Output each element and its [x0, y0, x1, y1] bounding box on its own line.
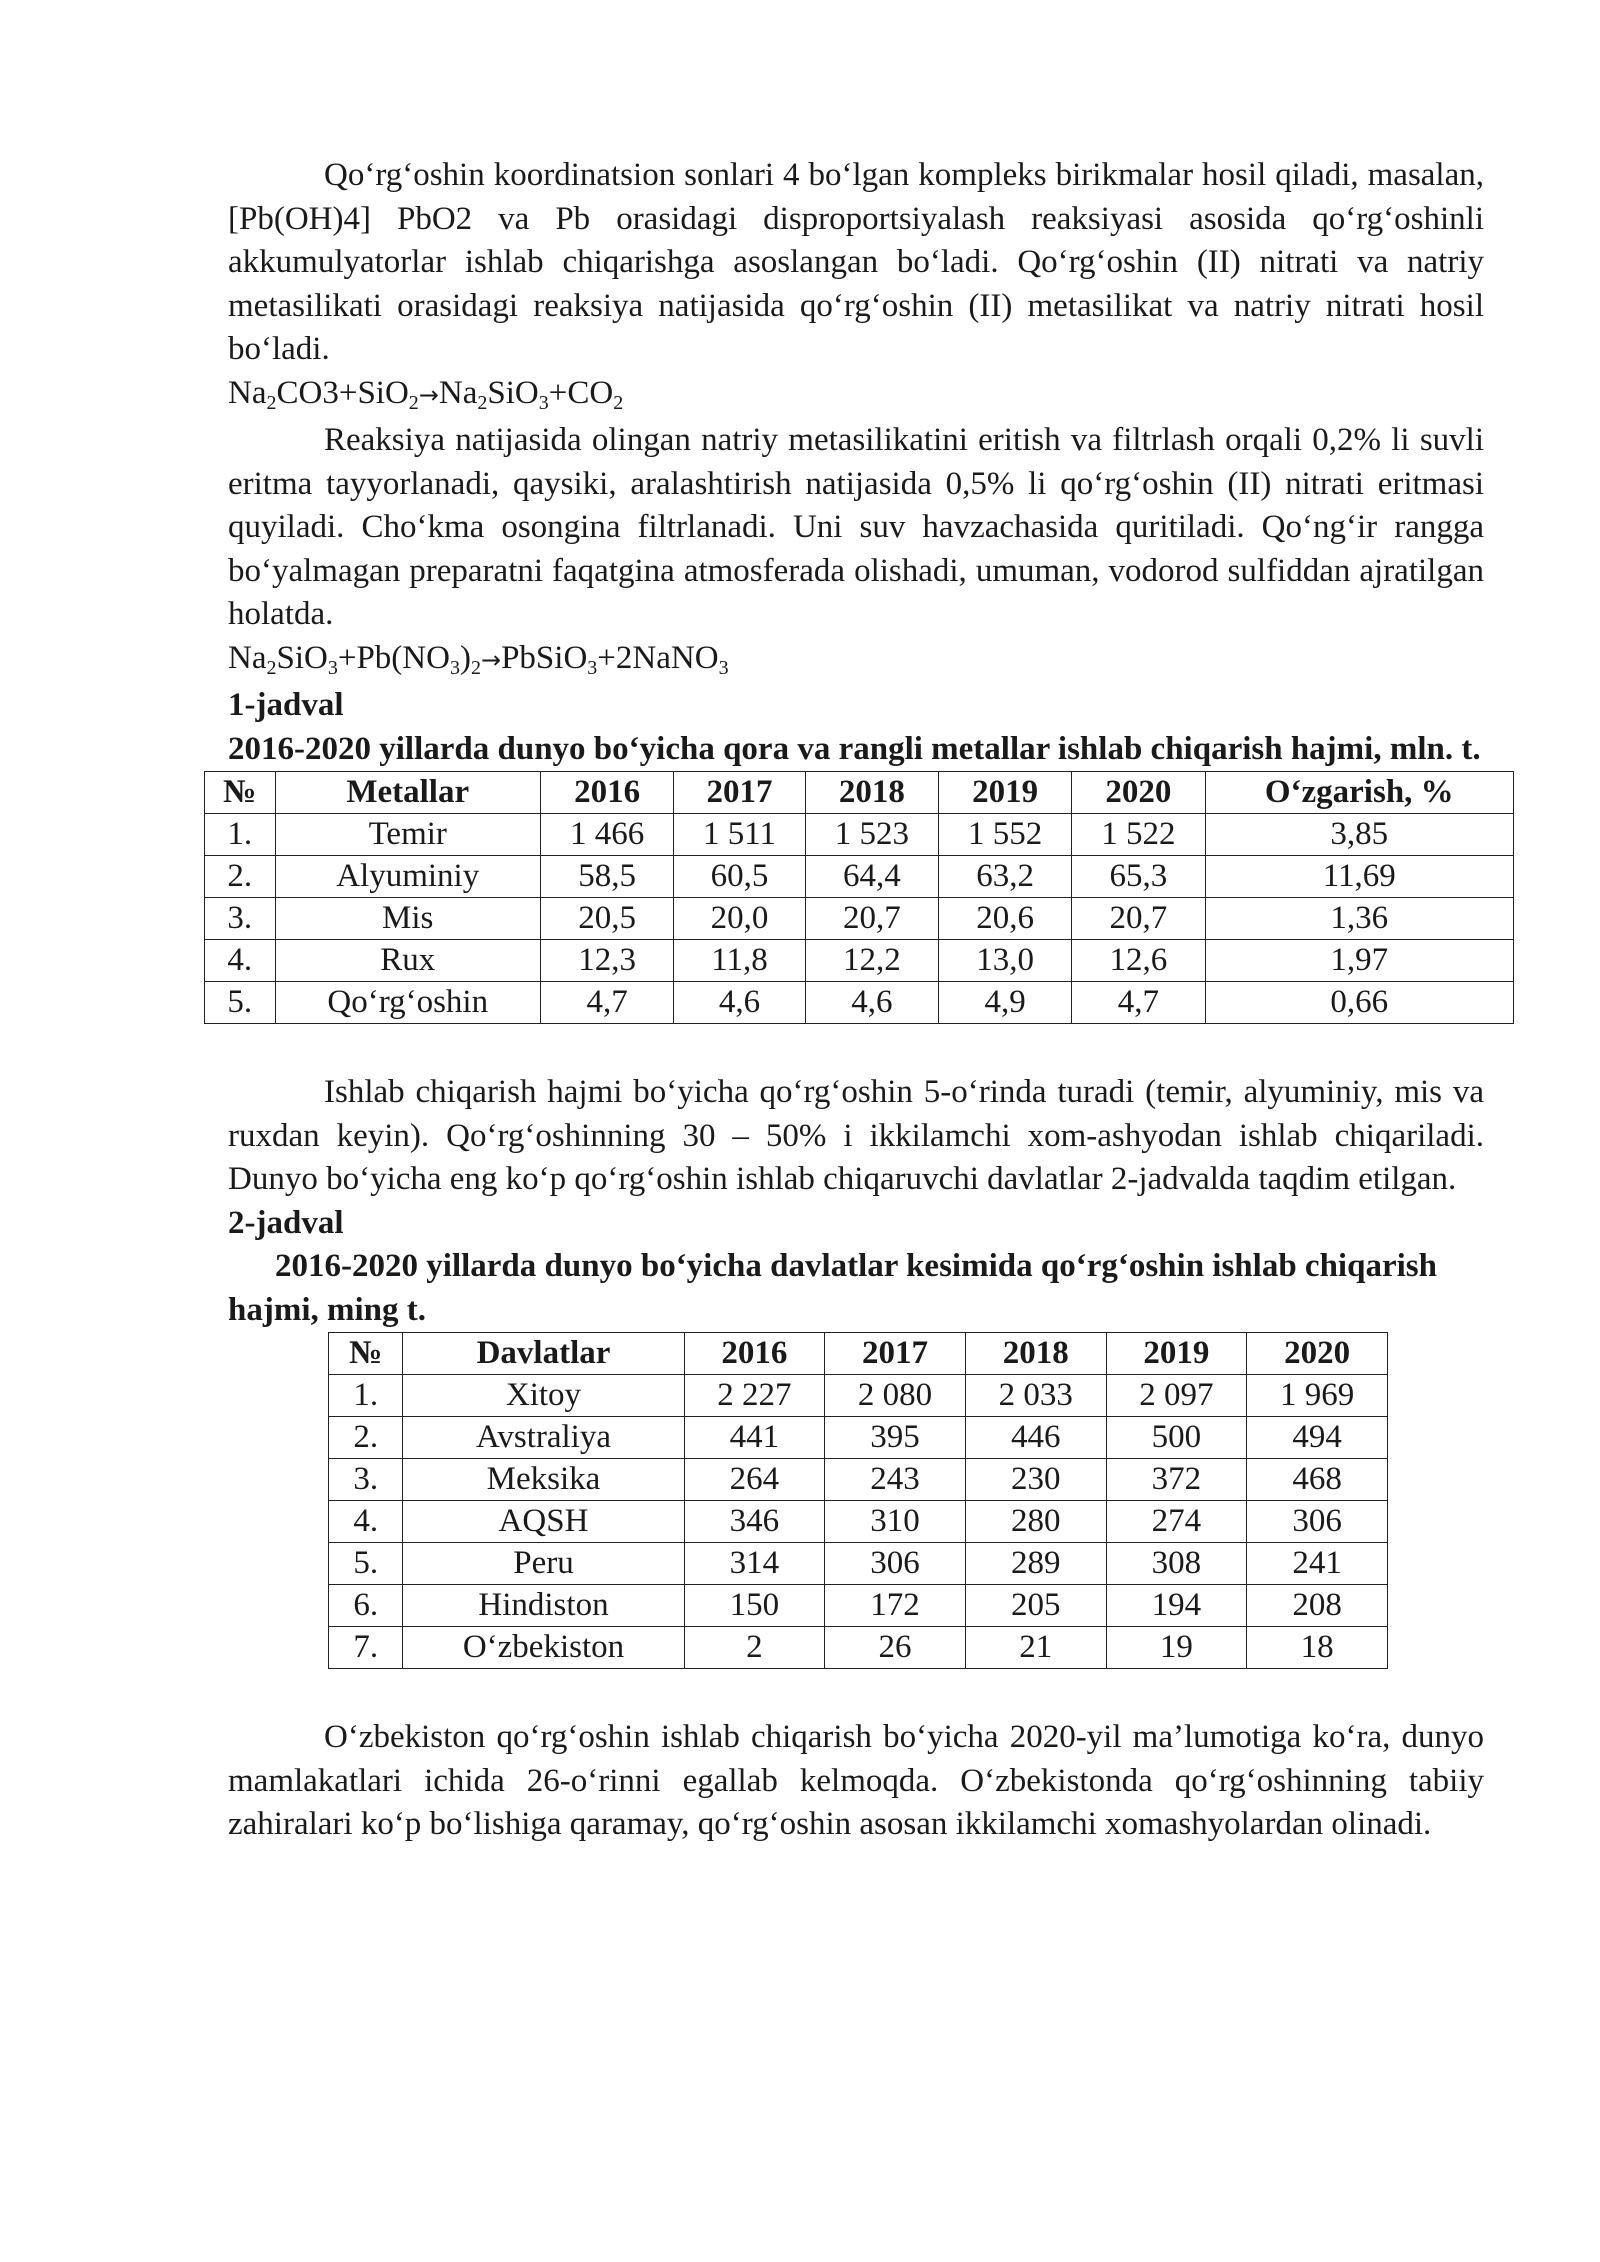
- column-header: 2016: [684, 1333, 825, 1375]
- table-cell: 0,66: [1205, 982, 1513, 1024]
- table-cell: 205: [965, 1585, 1106, 1627]
- table-cell: 1 552: [938, 814, 1071, 856]
- formula-2: [228, 637, 1484, 685]
- table-header-row: [205, 772, 1514, 814]
- column-header: 2019: [938, 772, 1071, 814]
- table-cell: 1,97: [1205, 940, 1513, 982]
- formula-text: SiO: [276, 639, 328, 676]
- table-cell: 208: [1247, 1585, 1388, 1627]
- table-cell: Xitoy: [403, 1375, 684, 1417]
- table-cell: 346: [684, 1501, 825, 1543]
- table-row: [329, 1375, 1388, 1417]
- table-cell: 18: [1247, 1627, 1388, 1669]
- table-cell: Meksika: [403, 1459, 684, 1501]
- formula-subscript: 3: [327, 656, 338, 679]
- table-cell: 1 969: [1247, 1375, 1388, 1417]
- table-row: [205, 940, 1514, 982]
- formula-text: SiO: [487, 374, 539, 411]
- table-cell: 446: [965, 1417, 1106, 1459]
- table-cell: 11,69: [1205, 856, 1513, 898]
- table-cell: 5.: [205, 982, 276, 1024]
- table-2-title: 2016-2020 yillarda dunyo bo‘yicha davlatlar kesimida qo‘rg‘oshin ishlab chiqarish hajmi, ming t.: [228, 1248, 1437, 1328]
- table-cell: 1.: [205, 814, 276, 856]
- formula-subscript: 2: [266, 656, 277, 679]
- table-cell: 6.: [329, 1585, 403, 1627]
- table-cell: 194: [1106, 1585, 1247, 1627]
- page-content: [223, 154, 1484, 1847]
- formula-text: +2NaNO: [597, 639, 719, 676]
- column-header: O‘zgarish, %: [1205, 772, 1513, 814]
- table-cell: 3.: [329, 1459, 403, 1501]
- column-header: 2020: [1247, 1333, 1388, 1375]
- table-cell: 20,7: [1072, 898, 1205, 940]
- table-row: [329, 1417, 1388, 1459]
- table-cell: 21: [965, 1627, 1106, 1669]
- paragraph-3: Ishlab chiqarish hajmi bo‘yicha qo‘rg‘oshin 5-o‘rinda turadi (temir, alyuminiy, mis va ruxdan keyin). Qo‘rg‘oshinning 30 – 50% i ikkilamchi xom-ashyodan ishlab chiqariladi. Dunyo bo‘yicha eng ko‘p qo‘rg‘oshin ishlab chiqaruvchi davlatlar 2-jadvalda taqdim etilgan.: [228, 1074, 1484, 1197]
- table-cell: 20,6: [938, 898, 1071, 940]
- table-cell: 65,3: [1072, 856, 1205, 898]
- table-cell: 468: [1247, 1459, 1388, 1501]
- metals-production-table: [204, 771, 1514, 1024]
- formula-subscript: 3: [538, 391, 549, 414]
- table-cell: 63,2: [938, 856, 1071, 898]
- column-header: 2018: [965, 1333, 1106, 1375]
- formula-text: Na: [438, 374, 478, 411]
- table-cell: 310: [825, 1501, 966, 1543]
- table-cell: 20,7: [805, 898, 938, 940]
- table-cell: Alyuminiy: [275, 856, 540, 898]
- table-cell: 441: [684, 1417, 825, 1459]
- table-cell: 150: [684, 1585, 825, 1627]
- table-cell: 4,9: [938, 982, 1071, 1024]
- table-cell: 2: [684, 1627, 825, 1669]
- table-header-row: [329, 1333, 1388, 1375]
- table-cell: 4,7: [1072, 982, 1205, 1024]
- formula-text: CO3+SiO: [276, 374, 409, 411]
- table-cell: 60,5: [674, 856, 805, 898]
- formula-subscript: 3: [449, 656, 460, 679]
- column-header: 2017: [674, 772, 805, 814]
- formula-subscript: 2: [477, 391, 488, 414]
- table-cell: 12,6: [1072, 940, 1205, 982]
- table-1-label: 1-jadval: [228, 687, 344, 723]
- table-cell: 7.: [329, 1627, 403, 1669]
- table-cell: 1 523: [805, 814, 938, 856]
- table-cell: 20,5: [540, 898, 673, 940]
- table-cell: 1.: [329, 1375, 403, 1417]
- table-cell: Mis: [275, 898, 540, 940]
- table-row: [329, 1459, 1388, 1501]
- formula-subscript: 2: [266, 391, 277, 414]
- table-cell: 172: [825, 1585, 966, 1627]
- table-cell: 2.: [329, 1417, 403, 1459]
- table-cell: 1 466: [540, 814, 673, 856]
- formula-1: [228, 372, 1484, 420]
- table-cell: O‘zbekiston: [403, 1627, 684, 1669]
- table-cell: 12,3: [540, 940, 673, 982]
- column-header: 2017: [825, 1333, 966, 1375]
- table-cell: Rux: [275, 940, 540, 982]
- formula-subscript: 2: [613, 391, 624, 414]
- table-row: [205, 814, 1514, 856]
- formula-subscript: 2: [470, 656, 481, 679]
- table-cell: Peru: [403, 1543, 684, 1585]
- paragraph-4: O‘zbekiston qo‘rg‘oshin ishlab chiqarish bo‘yicha 2020-yil ma’lumotiga ko‘ra, dunyo mamlakatlari ichida 26-o‘rinni egallab kelmoqda. O‘zbekistonda qo‘rg‘oshinning tabiiy zahiralari ko‘p bo‘lishiga qaramay, qo‘rg‘oshin asosan ikkilamchi xomashyolardan olinadi.: [228, 1719, 1484, 1842]
- column-header: 2020: [1072, 772, 1205, 814]
- column-header: 2016: [540, 772, 673, 814]
- table-cell: Hindiston: [403, 1585, 684, 1627]
- table-cell: 4,7: [540, 982, 673, 1024]
- table-cell: 306: [825, 1543, 966, 1585]
- table-row: [329, 1627, 1388, 1669]
- table-row: [329, 1501, 1388, 1543]
- table-cell: Temir: [275, 814, 540, 856]
- table-row: [205, 856, 1514, 898]
- table-1-title: 2016-2020 yillarda dunyo bo‘yicha qora va rangli metallar ishlab chiqarish hajmi, mln. t.: [228, 730, 1481, 767]
- formula-subscript: 2: [408, 391, 419, 414]
- table-cell: 1 511: [674, 814, 805, 856]
- table-cell: 4.: [205, 940, 276, 982]
- formula-subscript: 3: [587, 656, 598, 679]
- table-row: [329, 1543, 1388, 1585]
- table-cell: 308: [1106, 1543, 1247, 1585]
- column-header: №: [329, 1333, 403, 1375]
- formula-text: +Pb(NO: [337, 639, 450, 676]
- table-cell: 20,0: [674, 898, 805, 940]
- table-cell: 64,4: [805, 856, 938, 898]
- formula-subscript: 3: [718, 656, 729, 679]
- column-header: 2019: [1106, 1333, 1247, 1375]
- table-2-label: 2-jadval: [228, 1204, 344, 1241]
- column-header: 2018: [805, 772, 938, 814]
- column-header: Davlatlar: [403, 1333, 684, 1375]
- table-cell: 2.: [205, 856, 276, 898]
- table-cell: 1,36: [1205, 898, 1513, 940]
- table-cell: 11,8: [674, 940, 805, 982]
- table-cell: 289: [965, 1543, 1106, 1585]
- paragraph-1: Qo‘rg‘oshin koordinatsion sonlari 4 bo‘lgan kompleks birikmalar hosil qiladi, masalan, [Pb(OH)4] PbO2 va Pb orasidagi disproportsiyalash reaksiyasi asosida qo‘rg‘oshinli akkumulyatorlar ishlab chiqarishga asoslangan bo‘ladi. Qo‘rg‘oshin (II) nitrati va natriy metasilikati orasidagi reaksiya natijasida qo‘rg‘oshin (II) metasilikat va natriy nitrati hosil bo‘ladi.: [228, 157, 1484, 367]
- reaction-arrow: →: [480, 645, 502, 674]
- table-cell: 12,2: [805, 940, 938, 982]
- table-cell: AQSH: [403, 1501, 684, 1543]
- table-cell: 2 097: [1106, 1375, 1247, 1417]
- spacer: [228, 1669, 1484, 1716]
- table-cell: 243: [825, 1459, 966, 1501]
- formula-text: Na: [228, 639, 267, 676]
- table-cell: 306: [1247, 1501, 1388, 1543]
- table-cell: 2 080: [825, 1375, 966, 1417]
- table-cell: 2 033: [965, 1375, 1106, 1417]
- table-cell: 19: [1106, 1627, 1247, 1669]
- table-cell: 395: [825, 1417, 966, 1459]
- spacer: [228, 1024, 1484, 1071]
- table-cell: 264: [684, 1459, 825, 1501]
- table-cell: 1 522: [1072, 814, 1205, 856]
- table-cell: 4,6: [805, 982, 938, 1024]
- table-cell: 500: [1106, 1417, 1247, 1459]
- table-cell: 13,0: [938, 940, 1071, 982]
- formula-text: PbSiO: [501, 639, 588, 676]
- table-cell: Qo‘rg‘oshin: [275, 982, 540, 1024]
- formula-text: ): [459, 639, 471, 676]
- reaction-arrow: →: [418, 380, 439, 409]
- table-cell: 26: [825, 1627, 966, 1669]
- table-row: [205, 982, 1514, 1024]
- table-cell: 3,85: [1205, 814, 1513, 856]
- table-cell: 314: [684, 1543, 825, 1585]
- column-header: Metallar: [275, 772, 540, 814]
- formula-text: Na: [228, 374, 267, 411]
- table-cell: 274: [1106, 1501, 1247, 1543]
- table-cell: 280: [965, 1501, 1106, 1543]
- table-cell: 372: [1106, 1459, 1247, 1501]
- table-cell: 4.: [329, 1501, 403, 1543]
- table-cell: 241: [1247, 1543, 1388, 1585]
- paragraph-2: Reaksiya natijasida olingan natriy metasilikatini eritish va filtrlash orqali 0,2% li suvli eritma tayyorlanadi, qaysiki, aralashtirish natijasida 0,5% li qo‘rg‘oshin (II) nitrati eritmasi quyiladi. Cho‘kma osongina filtrlanadi. Uni suv havzachasida quritiladi. Qo‘ng‘ir rangga bo‘yalmagan preparatni faqatgina atmosferada olishadi, umuman, vodorod sulfiddan ajratilgan holatda.: [228, 422, 1484, 632]
- formula-text: +CO: [548, 374, 614, 411]
- table-cell: Avstraliya: [403, 1417, 684, 1459]
- table-cell: 3.: [205, 898, 276, 940]
- table-cell: 494: [1247, 1417, 1388, 1459]
- lead-production-by-country-table: [328, 1332, 1388, 1669]
- table-cell: 2 227: [684, 1375, 825, 1417]
- table-row: [329, 1585, 1388, 1627]
- table-cell: 5.: [329, 1543, 403, 1585]
- table-cell: 4,6: [674, 982, 805, 1024]
- table-cell: 58,5: [540, 856, 673, 898]
- column-header: №: [205, 772, 276, 814]
- table-cell: 230: [965, 1459, 1106, 1501]
- table-row: [205, 898, 1514, 940]
